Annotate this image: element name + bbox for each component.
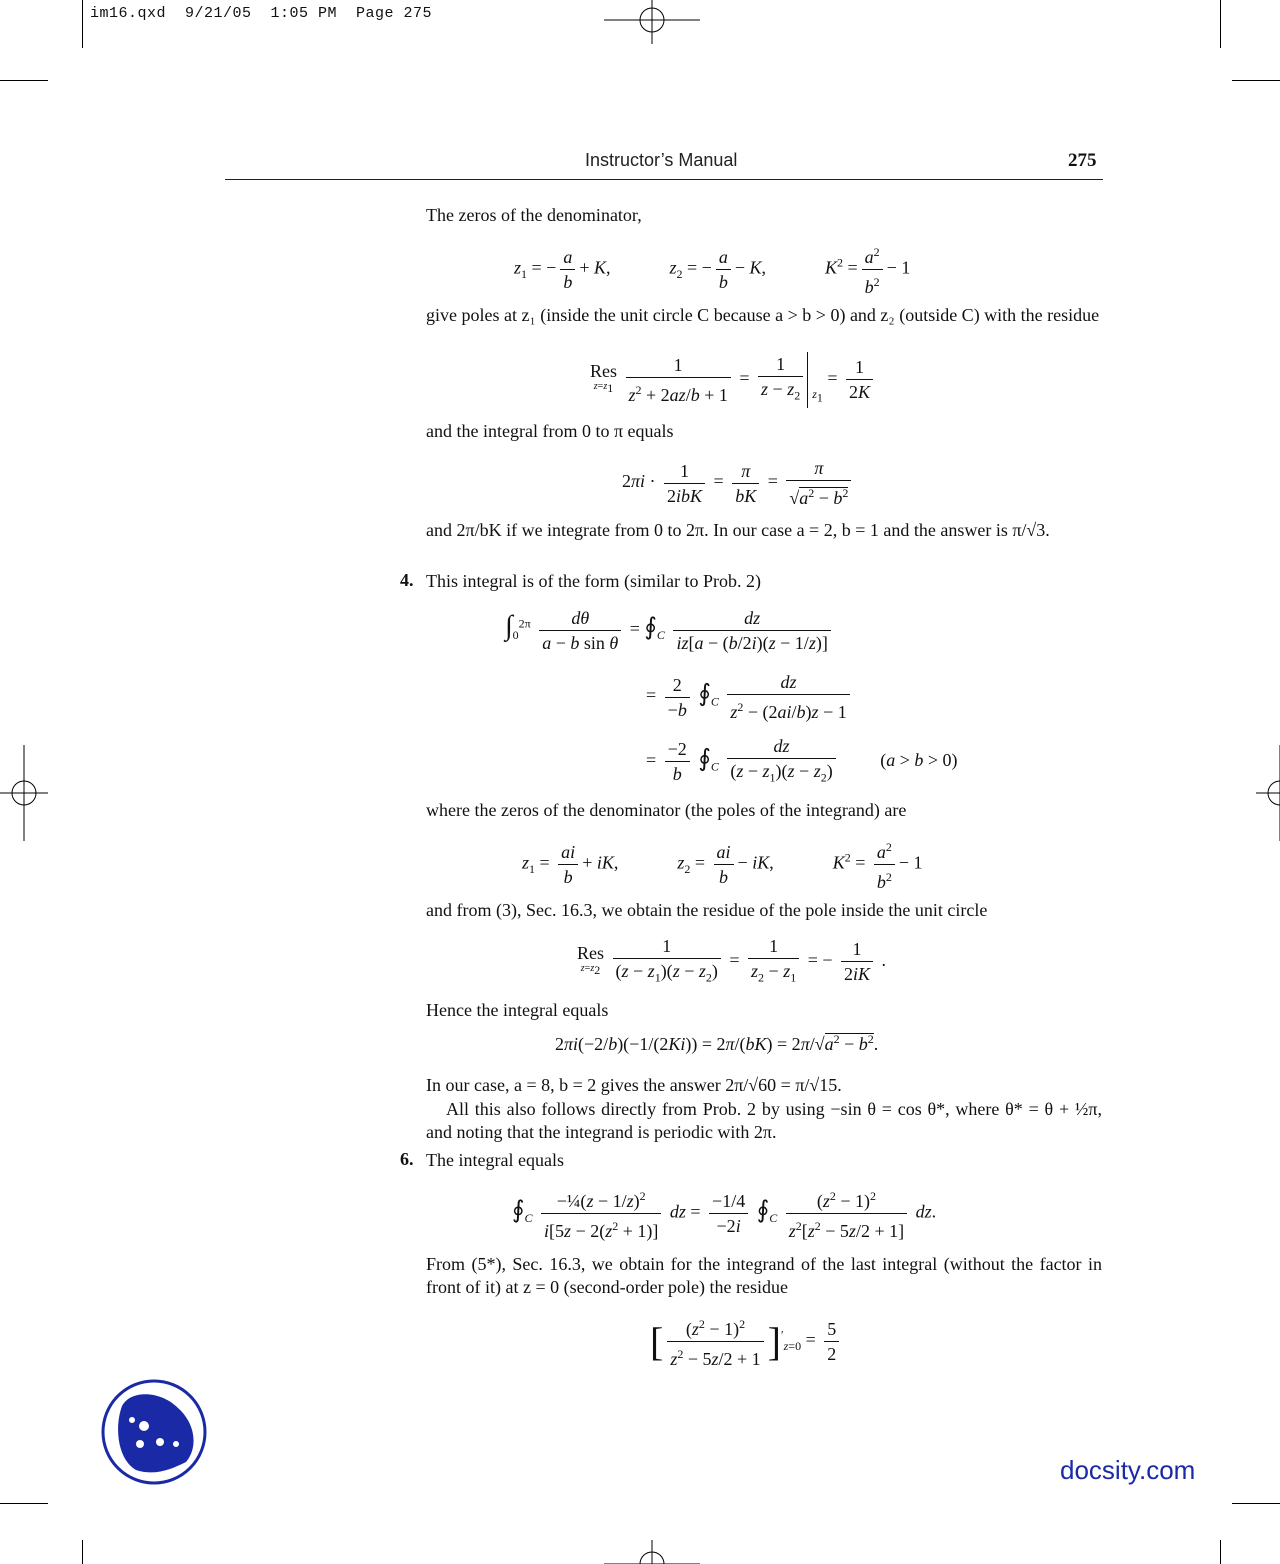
crop-mark [1232, 80, 1280, 81]
equation-integral-value: 2πi · $\frac{1}{\text{2ibK}}$ = $\frac{\pi}{bK}$ = $\frac{\pi}{√a^2 - b^2}$ [622, 456, 855, 510]
problem-number: 4. [400, 570, 414, 590]
registration-mark-right [1256, 745, 1280, 841]
equation-zeros: $z_1$ = − $\frac{a}{b}$ + K, $z_2$ = − $\frac{a}{b}$ − K, $K^2$ = $\frac{a^2}{b^2}$ − 1 [514, 240, 1034, 286]
running-title: Instructor’s Manual [585, 150, 738, 170]
equation-residue-1: Res $z=z_1$ $\frac{1}{z^2 + 2az/b + 1}$ = $\frac{1}{z - z_2}$ $_{z_1}$ = $\frac{1}{2K}$ [590, 352, 877, 408]
registration-mark-left [0, 745, 48, 841]
crop-mark [0, 1503, 48, 1504]
crop-mark [0, 80, 48, 81]
paragraph: This integral is of the form (similar to Prob. 2) [426, 571, 761, 591]
header-rule [225, 179, 1103, 180]
docsity-wordmark[interactable]: docsity.com [1060, 1455, 1196, 1485]
paragraph: From (5*), Sec. 16.3, we obtain for the integrand of the last integral (without the factor in front of it) at z = 0 (second-order pole) the residue [426, 1254, 1102, 1297]
page-number: 275 [1068, 150, 1097, 171]
registration-mark-top [604, 0, 700, 44]
crop-mark [82, 1540, 83, 1564]
registration-mark-bottom [604, 1540, 700, 1564]
problem-number: 6. [400, 1149, 414, 1169]
crop-mark [1232, 1503, 1280, 1504]
paragraph: and 2π/bK if we integrate from 0 to 2π. In our case a = 2, b = 1 and the answer is π/√3. [426, 520, 1050, 540]
docsity-logo-icon [100, 1378, 208, 1486]
crop-mark [82, 0, 83, 48]
paragraph: All this also follows directly from Prob. 2 by using −sin θ = cos θ*, where θ* = θ + ½π, and noting that the integrand is periodic with 2π. [426, 1099, 1102, 1142]
paragraph: where the zeros of the denominator (the poles of the integrand) are [426, 800, 907, 820]
file-slug: im16.qxd 9/21/05 1:05 PM Page 275 [90, 5, 433, 22]
paragraph: The integral equals [426, 1150, 564, 1170]
equation-result: $2\pi i(-2/b)(-1/(2Ki)) = 2\pi/(bK) = 2\pi/√a^2 - b^2$. [555, 1032, 879, 1054]
equation-4b: = $\frac{2}{-b}$ $∮_C$ $\frac{dz}{z^2 - (2ai/b)z - 1}$ [646, 670, 854, 724]
crop-mark [1220, 0, 1221, 48]
equation-final-residue: [ $\frac{(z^2 - 1)^2}{z^2 - 5z/2 + 1}$ ]$'_{z=0}$ = $\frac{5}{2}$ [650, 1312, 843, 1371]
paragraph: and from (3), Sec. 16.3, we obtain the residue of the pole inside the unit circle [426, 900, 988, 920]
paragraph: and the integral from 0 to π equals [426, 421, 674, 441]
paragraph: The zeros of the denominator, [426, 205, 642, 225]
equation-poles: $z_1$ = $\frac{ai}{b}$ + iK, $z_2$ = $\frac{ai}{b}$ − iK, $K^2$ = $\frac{a^2}{b^2}$ − 1 [522, 835, 923, 894]
equation-4a: $\int_0^{2\pi}$ $\frac{d\theta}{\text{a − b sin θ}}$ = $∮_C$ $\frac{dz}{iz[a - (b/2i)(z - 1/z)]}$ [505, 606, 835, 655]
crop-mark [1220, 1540, 1221, 1564]
equation-6: $∮_C$ $\frac{-\frac{1}{4}(z - 1/z)^2}{i[5z - 2(z^2 + 1)]}$ dz = $\frac{-1/4}{-2i}$ $∮_C$ $\frac{(z^2 - 1)^2}{z^2[z^2 - 5z/2 + 1]}$ dz. [512, 1184, 936, 1243]
equation-4c: = $\frac{-2}{b}$ $∮_C$ $\frac{dz}{(z - z_1)(z - z_2)}$ (a > b > 0) [646, 736, 958, 785]
paragraph: In our case, a = 8, b = 2 gives the answer 2π/√60 = π/√15. [426, 1075, 842, 1095]
equation-residue-2: Res $z=z_2$ $\frac{1}{(z - z_1)(z - z_2)}$ = $\frac{1}{z_2 - z_1}$ = − $\frac{1}{2iK}$ . [577, 936, 887, 985]
paragraph: Hence the integral equals [426, 1000, 609, 1020]
paragraph: give poles at z₁ (inside the unit circle C because a > b > 0) and z₂ (outside C) with the residue [426, 305, 1100, 325]
